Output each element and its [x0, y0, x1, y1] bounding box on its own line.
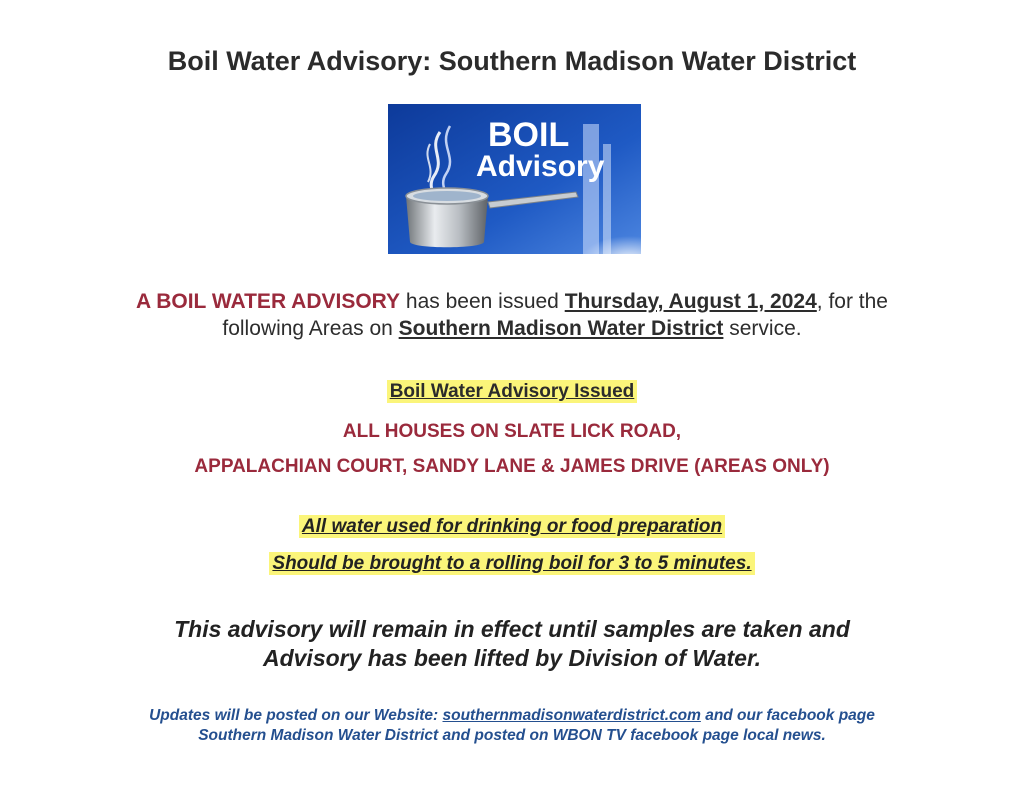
boil-advisory-logo: [388, 104, 641, 254]
effect-line1: This advisory will remain in effect until samples are taken and: [174, 616, 850, 642]
affected-area-line2: APPALACHIAN COURT, SANDY LANE & JAMES DRIVE (AREAS ONLY): [194, 456, 830, 477]
updates-notice: [0, 706, 1024, 746]
website-link[interactable]: southernmadisonwaterdistrict.com: [442, 707, 701, 724]
updates-line2: Southern Madison Water District and posted on WBON TV facebook page local news.: [198, 727, 826, 744]
updates-text1: Updates will be posted on our Website:: [149, 707, 443, 724]
boiling-pot-icon: [388, 104, 641, 254]
intro-paragraph: [0, 288, 1024, 342]
advisory-issued-heading: Boil Water Advisory Issued: [0, 381, 1024, 403]
effect-line2: Advisory has been lifted by Division of Water.: [262, 645, 762, 671]
intro-text2: , for the: [816, 290, 888, 313]
affected-area-line1: ALL HOUSES ON SLATE LICK ROAD,: [342, 421, 682, 442]
intro-text1: has been issued: [400, 290, 565, 313]
page-title: Boil Water Advisory: Southern Madison Water District: [167, 46, 857, 76]
issue-date: Thursday, August 1, 2024: [564, 290, 817, 313]
effect-notice: [0, 615, 1024, 673]
instruction-line1: All water used for drinking or food preparation: [0, 516, 1024, 538]
advisory-lead: A BOIL WATER ADVISORY: [136, 290, 401, 313]
updates-text2: and our facebook page: [700, 707, 875, 724]
district-name: Southern Madison Water District: [398, 317, 724, 340]
logo-line2: Advisory: [476, 150, 605, 183]
logo-line1: BOIL: [488, 116, 570, 154]
intro-text4: service.: [723, 317, 802, 340]
intro-text3: following Areas on: [222, 317, 399, 340]
instruction-line2: Should be brought to a rolling boil for 3 to 5 minutes.: [0, 553, 1024, 575]
